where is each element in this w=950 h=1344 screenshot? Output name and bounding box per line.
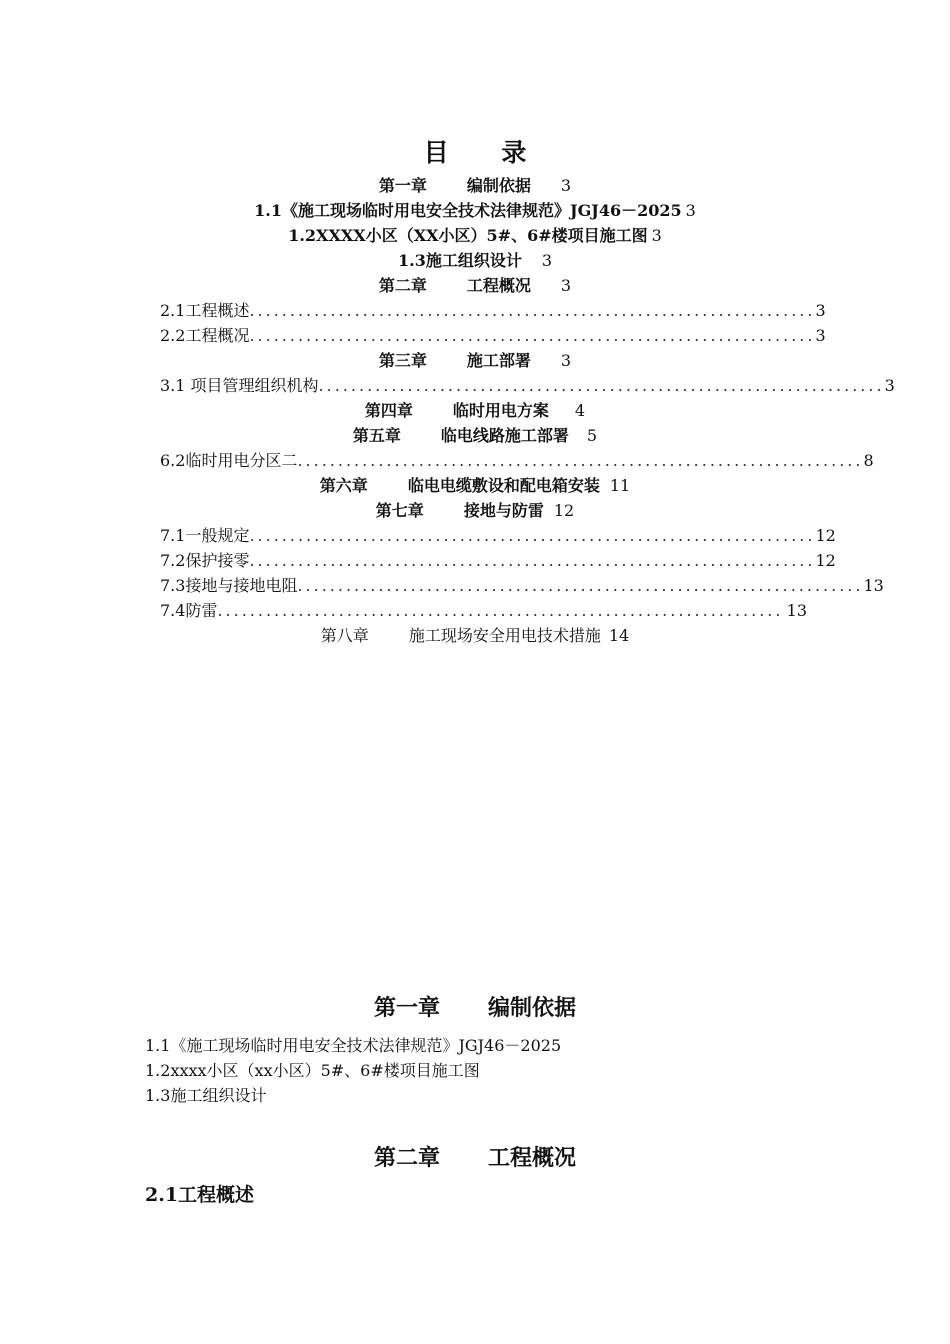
- toc-entry-7-3[interactable]: [160, 575, 884, 597]
- toc-leader-dots: ......................................................................: [297, 451, 864, 470]
- toc-entry-label: 1.2XXXX小区（XX小区）5#、6#楼项目施工图: [288, 226, 648, 245]
- toc-page-number: 12: [815, 551, 836, 570]
- toc-chapter-title: 临时用电方案: [452, 401, 549, 420]
- toc-entry-3-1[interactable]: [160, 375, 895, 397]
- toc-entry-chapter-7[interactable]: [0, 500, 950, 522]
- toc-page-number: 8: [863, 451, 874, 470]
- chapter-title: 工程概况: [488, 1145, 577, 1171]
- reference-item: 1.1《施工现场临时用电安全技术法律规范》JGJ46－2025: [145, 1036, 562, 1055]
- toc-page-number: 3: [541, 251, 553, 270]
- toc-entry-2-1[interactable]: [160, 300, 826, 322]
- toc-entry-label: 6.2临时用电分区二: [160, 451, 298, 470]
- chapter-num: 第二章: [373, 1145, 440, 1171]
- toc-entry-label: 1.1《施工现场临时用电安全技术法律规范》JGJ46－2025: [254, 201, 682, 220]
- toc-page-number: 12: [815, 526, 836, 545]
- toc-chapter-num: 第二章: [378, 276, 427, 295]
- toc-chapter-title: 施工现场安全用电技术措施: [408, 626, 601, 645]
- toc-entry-label: 7.2保护接零: [160, 551, 250, 570]
- toc-entry-label: 2.2工程概况: [160, 326, 250, 345]
- toc-leader-dots: ......................................................................: [297, 576, 864, 595]
- toc-chapter-num: 第三章: [378, 351, 427, 370]
- toc-chapter-title: 临电电缆敷设和配电箱安装: [407, 476, 600, 495]
- toc-entry-label: 7.3接地与接地电阻: [160, 576, 298, 595]
- toc-entry-chapter-5[interactable]: [0, 425, 950, 447]
- toc-page-number: 12: [553, 501, 575, 520]
- reference-item: 1.2xxxx小区（xx小区）5#、6#楼项目施工图: [145, 1061, 480, 1080]
- toc-page-number: 3: [884, 376, 895, 395]
- section-2-1-heading: 2.1工程概述: [145, 1184, 255, 1206]
- toc-leader-dots: ......................................................................: [249, 301, 816, 320]
- chapter-1-heading: [0, 993, 950, 1023]
- toc-entry-chapter-3[interactable]: [0, 350, 950, 372]
- toc-entry-chapter-8[interactable]: [0, 625, 950, 647]
- toc-chapter-num: 第七章: [375, 501, 424, 520]
- toc-entry-label: 2.1工程概述: [160, 301, 250, 320]
- toc-entry-1-2[interactable]: [0, 225, 950, 247]
- toc-page-number: 4: [574, 401, 586, 420]
- toc-chapter-num: 第六章: [319, 476, 368, 495]
- toc-entry-chapter-4[interactable]: [0, 400, 950, 422]
- toc-leader-dots: ......................................................................: [249, 326, 816, 345]
- toc-page-number: 5: [586, 426, 598, 445]
- toc-page-number: 3: [651, 226, 662, 245]
- toc-chapter-num: 第五章: [352, 426, 401, 445]
- toc-leader-dots: ......................................................................: [217, 601, 784, 620]
- toc-chapter-num: 第八章: [320, 626, 369, 645]
- toc-title: 目 录: [423, 138, 549, 167]
- toc-page-number: 13: [863, 576, 884, 595]
- toc-leader-dots: ......................................................................: [249, 526, 816, 545]
- toc-page-number: 3: [560, 351, 572, 370]
- toc-chapter-num: 第四章: [364, 401, 413, 420]
- toc-entry-7-1[interactable]: [160, 525, 836, 547]
- toc-page-number: 3: [560, 176, 572, 195]
- toc-chapter-title: 工程概况: [466, 276, 531, 295]
- toc-chapter-title: 接地与防雷: [463, 501, 544, 520]
- toc-entry-1-1[interactable]: [0, 200, 950, 222]
- toc-entry-label: 7.1一般规定: [160, 526, 250, 545]
- toc-entry-chapter-2[interactable]: [0, 275, 950, 297]
- toc-page-number: 13: [786, 601, 807, 620]
- toc-entry-7-2[interactable]: [160, 550, 836, 572]
- toc-page-number: 3: [685, 201, 696, 220]
- toc-entry-label: 1.3施工组织设计: [397, 251, 522, 270]
- toc-page-number: 3: [560, 276, 572, 295]
- toc-chapter-title: 临电线路施工部署: [440, 426, 569, 445]
- toc-page-number: 3: [815, 301, 826, 320]
- toc-entry-label: 3.1 项目管理组织机构: [160, 376, 319, 395]
- toc-entry-label: 7.4防雷: [160, 601, 218, 620]
- chapter-2-heading: [0, 1143, 950, 1173]
- toc-chapter-title: 编制依据: [466, 176, 531, 195]
- toc-chapter-title: 施工部署: [466, 351, 531, 370]
- toc-page-number: 14: [608, 626, 630, 645]
- toc-page-number: 3: [815, 326, 826, 345]
- chapter-num: 第一章: [373, 995, 440, 1021]
- toc-entry-7-4[interactable]: [160, 600, 807, 622]
- toc-chapter-num: 第一章: [378, 176, 427, 195]
- toc-entry-chapter-6[interactable]: [0, 475, 950, 497]
- toc-entry-chapter-1[interactable]: [0, 175, 950, 197]
- toc-leader-dots: ......................................................................: [318, 376, 885, 395]
- toc-entry-1-3[interactable]: [0, 250, 950, 272]
- toc-entry-2-2[interactable]: [160, 325, 826, 347]
- toc-leader-dots: ......................................................................: [249, 551, 816, 570]
- toc-page-number: 11: [609, 476, 631, 495]
- reference-item: 1.3施工组织设计: [145, 1086, 267, 1105]
- chapter-title: 编制依据: [488, 995, 577, 1021]
- toc-entry-6-2[interactable]: [160, 450, 874, 472]
